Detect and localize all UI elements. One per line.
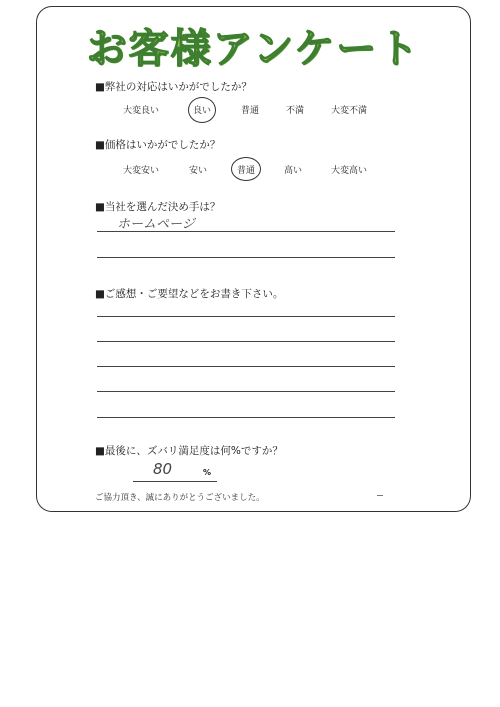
survey-title: お客様アンケート (86, 26, 421, 72)
comments-line-2 (97, 341, 395, 342)
reason-line-1 (97, 231, 395, 232)
service-selected-circle (188, 97, 216, 123)
question-satisfaction: ■最後に、ズバリ満足度は何%ですか？ (95, 445, 283, 457)
reason-line-2 (97, 257, 395, 258)
footer-dash (377, 495, 383, 496)
price-options (37, 163, 470, 177)
satisfaction-unit: % (203, 468, 212, 477)
comments-line-5 (97, 417, 395, 418)
price-option-5[interactable]: 大変高い (330, 166, 368, 176)
price-option-1[interactable]: 大変安い (122, 166, 160, 176)
satisfaction-answer: 80 (153, 460, 173, 478)
comments-line-1 (97, 316, 395, 317)
price-option-4[interactable]: 高い (283, 166, 303, 176)
price-option-2[interactable]: 安い (188, 166, 208, 176)
service-option-5[interactable]: 大変不満 (330, 106, 368, 116)
service-option-1[interactable]: 大変良い (122, 106, 160, 116)
service-options (37, 103, 470, 117)
question-price: ■価格はいかがでしたか？ (95, 139, 221, 151)
thank-you-note: ご協力頂き、誠にありがとうございました。 (95, 493, 265, 503)
survey-sheet (36, 6, 471, 512)
question-service: ■弊社の対応はいかがでしたか？ (95, 81, 252, 93)
service-option-3[interactable]: 普通 (240, 106, 260, 116)
price-option-3[interactable]: 普通 (236, 166, 256, 176)
service-option-2[interactable]: 良い (192, 106, 212, 116)
satisfaction-line (133, 481, 217, 482)
comments-line-4 (97, 391, 395, 392)
price-selected-circle (231, 157, 261, 181)
comments-line-3 (97, 366, 395, 367)
service-option-4[interactable]: 不満 (285, 106, 305, 116)
question-comments: ■ご感想・ご要望などをお書き下さい。 (95, 288, 284, 300)
reason-answer: ホームページ (117, 217, 195, 232)
question-reason: ■当社を選んだ決め手は？ (95, 201, 221, 213)
